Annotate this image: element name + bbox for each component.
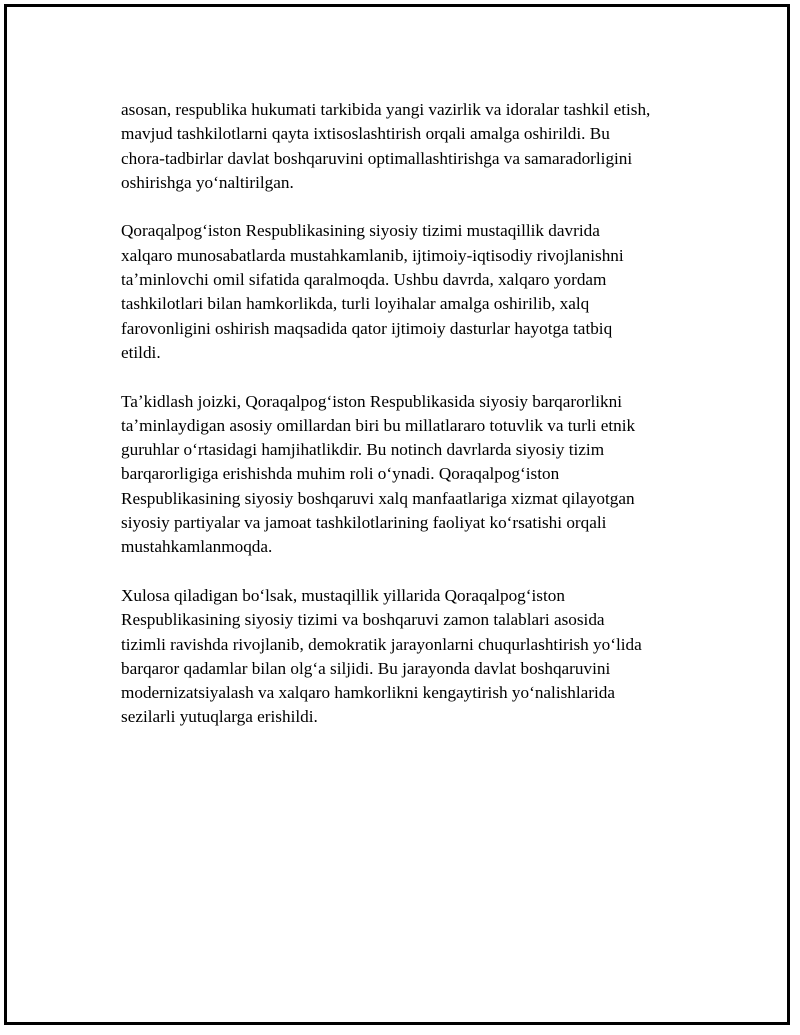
text-line: Respublikasining siyosiy boshqaruvi xalq manfaatlariga xizmat qilayotgan [121, 488, 635, 508]
paragraph-3 [121, 390, 701, 560]
text-line: guruhlar oʻrtasidagi hamjihatlikdir. Bu notinch davrlarda siyosiy tizim [121, 440, 605, 460]
text-line: taʼminlaydigan asosiy omillardan biri bu millatlararo totuvlik va turli etnik [121, 415, 636, 435]
document-body [121, 98, 701, 754]
text-line: taʼminlovchi omil sifatida qaralmoqda. Ushbu davrda, xalqaro yordam [121, 270, 607, 290]
text-line: barqaror qadamlar bilan olgʻa siljidi. Bu jarayonda davlat boshqaruvini [121, 658, 611, 678]
text-line: chora-tadbirlar davlat boshqaruvini optimallashtirishga va samaradorligini [121, 148, 633, 168]
paragraph-4 [121, 584, 701, 730]
text-line: tashkilotlari bilan hamkorlikda, turli loyihalar amalga oshirilib, xalq [121, 294, 590, 314]
text-line: Respublikasining siyosiy tizimi va boshqaruvi zamon talablari asosida [121, 610, 605, 630]
text-line: siyosiy partiyalar va jamoat tashkilotlarining faoliyat koʻrsatishi orqali [121, 513, 607, 533]
text-line: xalqaro munosabatlarda mustahkamlanib, ijtimoiy-iqtisodiy rivojlanishni [121, 245, 624, 265]
paragraph-2 [121, 219, 701, 365]
text-line: modernizatsiyalash va xalqaro hamkorlikni kengaytirish yoʻnalishlarida [121, 683, 615, 703]
text-line: farovonligini oshirish maqsadida qator ijtimoiy dasturlar hayotga tatbiq [121, 318, 613, 338]
text-line: sezilarli yutuqlarga erishildi. [121, 707, 318, 727]
text-line: etildi. [121, 342, 161, 362]
paragraph-1 [121, 98, 701, 195]
text-line: asosan, respublika hukumati tarkibida yangi vazirlik va idoralar tashkil etish, [121, 100, 651, 119]
text-line: mavjud tashkilotlarni qayta ixtisoslashtirish orqali amalga oshirildi. Bu [121, 124, 610, 144]
text-line: Xulosa qiladigan boʻlsak, mustaqillik yillarida Qoraqalpogʻiston [121, 585, 565, 605]
text-line: Qoraqalpogʻiston Respublikasining siyosiy tizimi mustaqillik davrida [121, 221, 600, 241]
text-line: Taʼkidlash joizki, Qoraqalpogʻiston Respublikasida siyosiy barqarorlikni [121, 391, 622, 411]
text-line: tizimli ravishda rivojlanib, demokratik jarayonlarni chuqurlashtirish yoʻlida [121, 634, 642, 654]
text-line: barqarorligiga erishishda muhim roli oʻynadi. Qoraqalpogʻiston [121, 464, 560, 484]
document-page [4, 4, 790, 1025]
text-line: oshirishga yoʻnaltirilgan. [121, 172, 294, 192]
text-line: mustahkamlanmoqda. [121, 537, 273, 557]
